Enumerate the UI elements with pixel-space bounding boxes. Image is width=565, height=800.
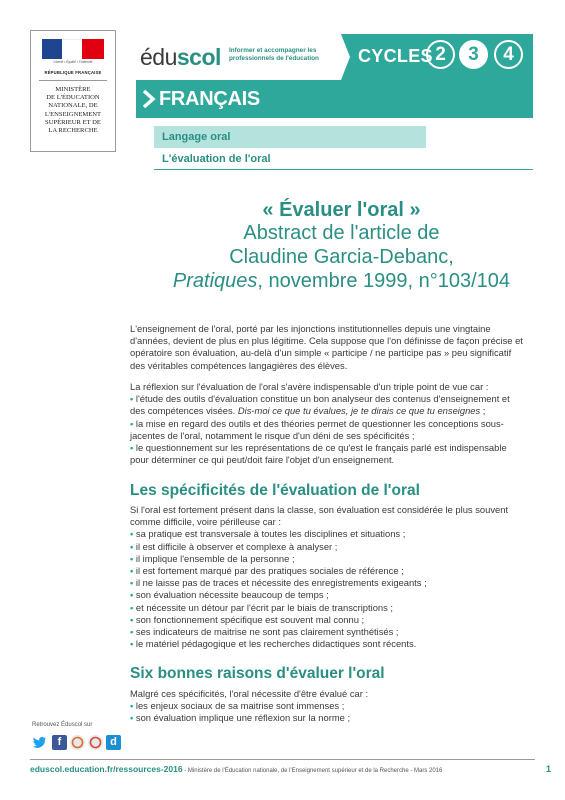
text-line: des véritables compétences langagières des élèves.	[130, 359, 348, 371]
bullet-icon: •	[130, 700, 136, 712]
dailymotion-icon[interactable]: d	[106, 735, 121, 750]
list-item: • son fonctionnement spécifique est souvent mal connu ;	[130, 613, 365, 625]
subject-title: FRANÇAIS	[159, 88, 260, 110]
footer-divider	[30, 759, 535, 760]
logo-prefix: édu	[140, 44, 177, 70]
list-item: • il ne laisse pas de traces et nécessite des enregistrements exigeants ;	[130, 577, 427, 589]
reflexion-paragraph	[130, 381, 535, 466]
bullet-icon: •	[130, 442, 136, 454]
footer-text: - Ministère de l'Éducation nationale, de l'Enseignement supérieur et de la Recherche - Mars 2016	[182, 768, 443, 774]
bullet-icon: •	[130, 417, 136, 429]
text-line: d'années, devient de plus en plus légitime. Cela suppose que l'on définisse de façon précise et	[130, 335, 523, 347]
page-number: 1	[545, 764, 551, 774]
bullet-icon: •	[130, 712, 136, 724]
text-line: L'enseignement de l'oral, porté par les injonctions institutionnelles depuis une vingtaine	[130, 323, 491, 334]
list-item: • ses indicateurs de maitrise ne sont pas clairement synthétisés ;	[130, 626, 399, 638]
twitter-icon[interactable]	[32, 735, 47, 750]
republic-label: RÉPUBLIQUE FRANÇAISE	[44, 70, 102, 75]
footer	[30, 764, 535, 774]
footer-link[interactable]: eduscol.education.fr/ressources-2016	[30, 764, 183, 774]
journal-name: Pratiques	[172, 270, 258, 292]
section1-body	[130, 504, 535, 650]
title-line-3	[150, 269, 533, 293]
eduscol-logo[interactable]	[136, 34, 340, 80]
bullet-icon: •	[130, 540, 136, 552]
list-item-continued: des compétences visées. Dis-moi ce que tu évalues, je te dirais ce que tu enseignes ;	[130, 405, 486, 417]
list-item: • il est fortement marqué par des pratiques sociales de référence ;	[130, 565, 404, 577]
republic-motto: Liberté • Égalité • Fraternité	[53, 60, 93, 64]
journal-issue: , novembre 1999, n°103/104	[257, 270, 511, 292]
title-line-1: Abstract de l'article de	[243, 222, 440, 244]
bullet-icon: •	[130, 577, 136, 589]
intro-paragraph	[130, 323, 535, 372]
edu-channel-icon[interactable]	[88, 735, 103, 750]
section2-body	[130, 688, 535, 725]
list-item: • la mise en regard des outils et des théories permet de questionner les conceptions sous-	[130, 417, 504, 429]
list-item: • il implique l'ensemble de la personne ;	[130, 552, 295, 564]
bullet-icon: •	[130, 528, 136, 540]
text-line: La réflexion sur l'évaluation de l'oral s'avère indispensable d'un triple point de vue car :	[130, 381, 489, 392]
cycle-2-badge[interactable]: 2	[426, 40, 455, 69]
bullet-icon: •	[130, 552, 136, 564]
topic-bar	[154, 126, 426, 148]
topic-label: Langage oral	[162, 131, 231, 143]
list-item: • et nécessite un détour par l'écrit par le biais de transcriptions ;	[130, 601, 394, 613]
social-label: Retrouvez Éduscol sur	[32, 722, 93, 728]
ministry-logo	[30, 30, 116, 152]
eduscol-tagline: Informer et accompagner les professionnels de l'éducation	[229, 47, 319, 62]
marianne-logo	[42, 39, 104, 69]
bullet-icon: •	[130, 393, 136, 405]
list-item: • il est difficile à observer et complexe à analyser ;	[130, 540, 338, 552]
list-item: • son évaluation nécessite beaucoup de temps ;	[130, 589, 329, 601]
cycle-4-badge[interactable]: 4	[494, 40, 523, 69]
list-item: • son évaluation implique une réflexion sur la norme ;	[130, 712, 351, 724]
chevron-right-icon	[142, 89, 156, 109]
title-line-2: Claudine Garcia-Debanc,	[229, 246, 454, 268]
logo-suffix: scol	[176, 44, 221, 70]
subtopic-bar	[154, 150, 533, 170]
list-item: • le matériel pédagogique et les recherches didactiques sont récents.	[130, 638, 417, 650]
section-heading: Les spécificités de l'évaluation de l'oral	[130, 482, 420, 499]
list-item: • le questionnement sur les représentations de ce qu'est le français parlé est indispensable	[130, 442, 507, 454]
divider	[39, 80, 107, 81]
text-line: Si l'oral est fortement présent dans la classe, son évaluation est considérée le plus souvent	[130, 504, 509, 515]
bullet-icon: •	[130, 589, 136, 601]
text-line: comme difficile, voire périlleuse car :	[130, 516, 281, 528]
cycle-3-badge[interactable]: 3	[459, 40, 488, 69]
cycles-banner	[341, 34, 533, 80]
text-line: Malgré ces spécificités, l'oral nécessite d'être évalué car :	[130, 688, 369, 699]
list-item-continued: jacentes de l'oral, notamment le risque d'un déni de ses spécificités ;	[130, 429, 415, 441]
ministry-name: MINISTÈRE DE L'ÉDUCATION NATIONALE, DE L'ENSEIGNEMENT SUPÉRIEUR ET DE LA RECHERCHE	[44, 86, 102, 135]
section-heading: Six bonnes raisons d'évaluer l'oral	[130, 665, 385, 682]
pinterest-icon[interactable]	[70, 735, 85, 750]
list-item: • l'étude des outils d'évaluation constitue un bon analyseur des contenus d'enseignement et	[130, 393, 510, 405]
document-title	[150, 199, 533, 293]
bullet-icon: •	[130, 565, 136, 577]
bullet-icon: •	[130, 601, 136, 613]
subtopic-label: L'évaluation de l'oral	[162, 153, 271, 165]
bullet-icon: •	[130, 626, 136, 638]
title-main: « Évaluer l'oral »	[262, 199, 421, 221]
text-line: opératoire son évaluation, au-delà d'un simple « participe / ne participe pas » peu significatif	[130, 347, 512, 359]
bullet-icon: •	[130, 638, 136, 650]
list-item: • sa pratique est transversale à toutes les disciplines et situations ;	[130, 528, 406, 540]
list-item: • les enjeux sociaux de sa maitrise sont immenses ;	[130, 700, 345, 712]
list-item-continued: pour déterminer ce qui peut/doit faire l'objet d'un enseignement.	[130, 454, 395, 466]
cycles-label: CYCLES	[358, 46, 433, 66]
bullet-icon: •	[130, 613, 136, 625]
facebook-icon[interactable]: f	[52, 735, 67, 750]
subject-banner	[136, 80, 533, 118]
